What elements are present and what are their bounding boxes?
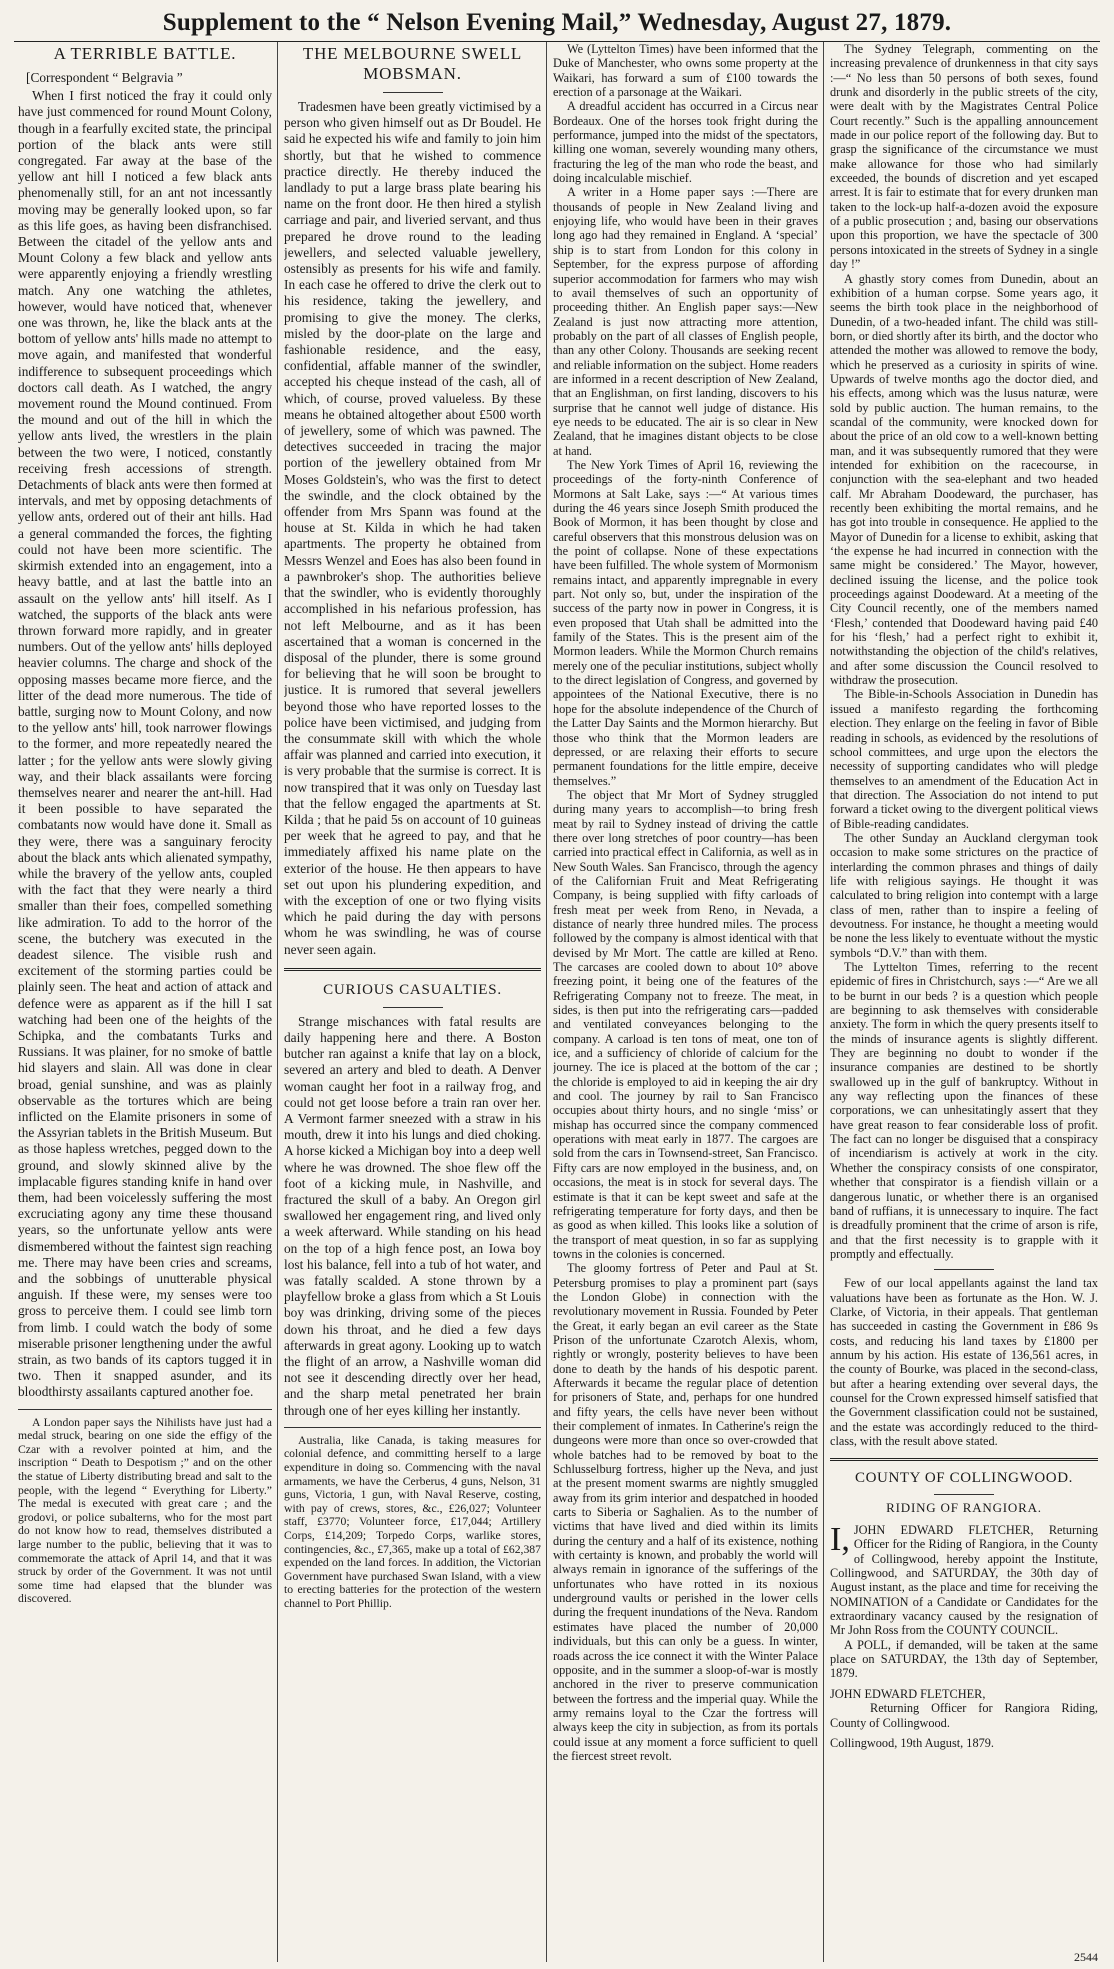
advert-body: A POLL, if demanded, will be taken at the same place on SATURDAY, the 13th day of September, 1879. bbox=[830, 1637, 1098, 1681]
advert-dropcap: I, bbox=[830, 1521, 850, 1559]
article-title-terrible-battle: A TERRIBLE BATTLE. bbox=[53, 44, 237, 63]
column-3 bbox=[553, 42, 818, 1962]
column-2 bbox=[284, 42, 541, 1962]
article-body: When I first noticed the fray it could only have just commenced for round Mount Colony, though in a fearfully excited state, the principal portion of the black ants were still congregated. Far away at the base of the yellow ant hill I noticed a few black ants phenomenally still, for an ant not incessantly moving may be generally looked upon, so far as this life goes, as having been disfranchised. Between the citadel of the yellow ants and Mount Colony a few black and yellow ants were apparently enjoying a friendly wrestling match. Any one watching the athletes, however, would have noticed that, whenever one was thrown, he, like the black ants at the bottom of yellow ants' hills made no attempt to move again, and manifested that wonderful indifference to subsequent proceedings which doctors call death. As I watched, the angry movement round the Mound continued. From the mound and out of the hill in which the yellow ants lived, the wrestlers in the plain between the two were, I noticed, constantly receiving fresh accessions of strength. Detachments of black ants were then formed at intervals, and met by opposing detachments of yellow ants, ordered out of their ant hills. Had a general commanded the forces, the fighting could not have been more scientific. The skirmish extended into an engagement, into a heavy battle, and at last the battle into an assault on the yellow ants' hill itself. As I watched, the supports of the black ants were thrown forward more rapidly, and in greater numbers. Out of the yellow ants' hills deployed heavier columns. The charge and shock of the opposing masses became more fierce, and the litter of the dead more numerous. The tide of battle, surging now to Mount Colony, and now to the yellow ants' hill, took narrower flowings to the former, and more repeatedly neared the latter ; for the yellow ants were slowly giving way, and their black assailants were forcing themselves nearer and nearer the ant-hill. Had it been possible to have separated the combatants now would have done it. Small as they were, there was a sanguinary ferocity about the black ants which alienated sympathy, while the bravery of the yellow ants, coupled with the fact that they were nearly a third smaller than their foes, compelled something like admiration. To add to the horror of the scene, the butchery was executed in the deadest silence. The visible rush and excitement of the storming parties could be plainly seen. The heat and action of attack and defence were as apparent as if the hill I sat watching had been one of the heights of the Schipka, and the combatants Turks and Russians. It was plainer, for no smoke of battle hid slayers and slain. All was done in clear broad, genial sunshine, and was as plainly observable as the tortures which are being inflicted on the Elamite prisoners in some of the Assyrian tablets in the British Museum. But as those hapless wretches, pegged down to the ground, and slowly skinned alive by the implacable figures standing knife in hand over them, had been voicelessly suffering the most excruciating agony any time these thousand years, so the unfortunate yellow ants were dismembered without the faintest sign reaching me. There may have been cries and screams, and the sobbings of unutterable physical anguish. If these were, my senses were too gross to perceive them. I could see limb torn from limb. I could watch the body of some miserable prisoner lengthening under the awful strain, as two bands of its captors tugged it in two. Then it snapped asunder, and its bloodthirsty assailants captured another foe. bbox=[18, 88, 272, 1400]
news-item: The gloomy fortress of Peter and Paul at St. Petersburg promises to play a prominent part (says the London Globe) in connection with the revolutionary movement in Russia. Founded by Peter the Great, it early began an evil career as the State Prison of the unfortunate Czarotch Alexis, whom, rightly or wrongly, posterity believes to have been done to death by the hands of his despotic parent. Afterwards it became the regular place of detention for prisoners of State, and, perhaps for one hundred and fifty years, the cells have never been without their complement of inmates. In Catherine's reign the dungeons were more than once so over-crowded that whole batches had to be removed by boat to the Schlusselburg fortress, higher up the Neva, and just at the present moment swarms are nightly smuggled away from its grim interior and despatched in hooded carts to Siberia or Saghalien. As to the number of victims that have lived and died within its limits during the century and a half of its existence, nothing with certainty is known, and probably the world will always remain in ignorance of the sufferings of the unfortunates who have rotted in its noxious underground vaults or perished in the lower cells during the frequent inundations of the Neva. Random estimates have placed the number of 20,000 individuals, but this can only be a guess. In winter, roads across the ice connect it with the Winter Palace opposite, and in the summer a sloop-of-war is mostly anchored in the river to preserve communication between the fortress and the imperial quay. While the army remains loyal to the Czar the fortress will always keep the city in subjection, as from its portals could issue at any moment a force sufficient to quell the fiercest street revolt. bbox=[553, 1261, 818, 1763]
news-item: The New York Times of April 16, reviewing the proceedings of the forty-ninth Conference of Mormons at Salt Lake, says :—“ At various times during the 46 years since Joseph Smith produced the Book of Mormon, it has been thought by close and careful observers that this monstrous delusion was on the point of collapse. None of these expectations have been fulfilled. The whole system of Mormonism remains intact, and apparently impregnable in every part. Not only so, but, under the inspiration of the success of the party now in power in Congress, it is even proposed that Utah shall be admitted into the family of the States. This is the present aim of the Mormon leaders. While the Mormon Church remains merely one of the peculiar institutions, subject wholly to the direct legislation of Congress, and governed by appointees of the National Executive, there is no hope for the absolute independence of the Church of the Latter Day Saints and the Mormon hierarchy. But those who think that the Mormon leaders are depressed, or are relaxing their efforts to secure permanent foundations for the little empire, deceive themselves.” bbox=[553, 457, 818, 788]
advert-signature-title: Returning Officer for Rangiora Riding, County of Collingwood. bbox=[830, 1701, 1098, 1730]
article-separator bbox=[284, 968, 541, 971]
column-divider bbox=[277, 42, 278, 1962]
news-item: The Lyttelton Times, referring to the recent epidemic of fires in Christchurch, says :—“ Are we all to be burnt in our beds ? is a question which people are beginning to ask themselves with considerable anxiety. The form in which the query presents itself to the minds of insurance agents is slightly different. They are beginning no doubt to wonder if the insurance companies are destined to be shortly swallowed up in the gulf of bankruptcy. Without in any way reflecting upon the finances of these corporations, we can unhesitatingly assert that they have great reason to fear considerable loss of profit. The fact can no longer be disguised that a conspiracy of incendiarism is actively at work in the city. Whether the conspiracy consists of one conspirator, whether that conspirator is a fiendish villain or a dangerous lunatic, or whether there is an organised band of ruffians, it is unnecessary to inquire. The fact is dreadfully prominent that the crime of arson is rife, and that the first necessity is to grapple with it promptly and effectually. bbox=[830, 960, 1098, 1261]
news-item: The Bible-in-Schools Association in Dunedin has issued a manifesto regarding the forthcoming election. They enlarge on the feeling in favor of Bible reading in schools, as evidenced by the resolutions of school committees, and urge upon the electors the necessity of supporting candidates who will pledge themselves to an amendment of the Education Act in that direction. The Association do not intend to put forward a ticket owing to the divergent political views of Bible-reading candidates. bbox=[830, 687, 1098, 831]
article-title-swell-mobsman: THE MELBOURNE SWELL MOBSMAN. bbox=[302, 44, 523, 83]
article-body-nihilists: A London paper says the Nihilists have just had a medal struck, bearing on one side the effigy of the Czar with a revolver pointed at him, and the inscription “ Death to Despotism ;” and on the other the statue of Liberty distributing bread and salt to the people, with the legend “ Everything for Liberty.” The medal is executed with great care ; and the grodovi, or police subalterns, who for the most part do not know how to read, themselves distributed a large number to the public, believing that it was to commemorate the attack of April 14, and that it was struck by order of the Government. It was not until some time had elapsed that the blunder was discovered. bbox=[18, 1415, 272, 1606]
news-item: The Sydney Telegraph, commenting on the increasing prevalence of drunkenness in that city says :—“ No less than 50 persons of both sexes, found drunk and disorderly in the public streets of the city, were dealt with by the Magistrates Central Police Court recently.” Such is the appalling announcement made in our police report of the following day. But to grasp the significance of the circumstance we must make allowance for those who had similarly exceeded, the bounds of discretion and yet escaped arrest. It is fair to estimate that for every drunken man taken to the lock-up half-a-dozen avoid the exposure of a public prosecution ; and, basing our observations upon this proportion, we have the spectacle of 300 persons intoxicated in the streets of Sydney in a single day !” bbox=[830, 42, 1098, 272]
advert-number: 2544 bbox=[1074, 1950, 1098, 1964]
news-item: A writer in a Home paper says :—There are thousands of people in New Zealand living and enjoying life, who would have been in their graves long ago had they remained in England. A ‘special’ ship is to start from London for this colony in September, for the express purpose of affording superior accommodation for farmers who may wish to avail themselves of such an opportunity of proceeding thither. An English paper says:—New Zealand is just now attracting more attention, probably on the part of all classes of English people, than any other Colony. Thousands are seeking recent and reliable information on the subject. Home readers are informed in a recent description of New Zealand, that an Englishman, on first landing, discovers to his surprise that he cannot well judge of distance. His eye needs to be educated. The air is so clear in New Zealand, that he imagines distant objects to be close at hand. bbox=[553, 185, 818, 458]
advert-rule bbox=[934, 1494, 994, 1495]
news-item: Few of our local appellants against the land tax valuations have been as fortunate as the Hon. W. J. Clarke, of Victoria, in their appeals. That gentleman has succeeded in casting the Government in £86 9s costs, and reducing his land taxes by £1800 per annum by his action. His estate of 136,561 acres, in the county of Bourke, was placed in the second-class, but after a hearing extending over several days, the counsel for the Crown expressed himself satisfied that the Government classification could not be sustained, and the estate was accordingly reduced to the third-class, with the result above stated. bbox=[830, 1276, 1098, 1448]
article-separator bbox=[284, 1427, 541, 1428]
article-body: Strange mischances with fatal results are daily happening here and there. A Boston butcher ran against a knife that lay on a block, severed an artery and bled to death. A Denver woman caught her foot in a railway frog, and could not get loose before a train ran over her. A Vermont farmer sneezed with a straw in his mouth, drew it into his lungs and died choking. A horse kicked a Michigan boy into a deep well where he was drowned. The shoe flew off the foot of a kicking mule, in Nashville, and fractured the skull of a baby. An Oregon girl swallowed her engagement ring, and lived only a week afterward. While standing on his head on the top of a high fence post, an Iowa boy lost his balance, fell into a tub of hot water, and was fatally scalded. A stone thrown by a playfellow broke a glass from which a St Louis boy was drinking, driving some of the pieces down his throat, and he died a few days afterwards in great agony. Looking up to watch the flight of an arrow, a Nashville woman did not see it descending directly over her head, and the sharp metal penetrated her brain through one of her eyes killing her instantly. bbox=[284, 1013, 541, 1418]
advert-heading: COUNTY OF COLLINGWOOD. bbox=[854, 1470, 1074, 1487]
news-item: We (Lyttelton Times) have been informed that the Duke of Manchester, who owns some property at the Waikari, has forward a sum of £100 towards the erection of a parsonage at the Waikari. bbox=[553, 42, 818, 100]
advert-separator bbox=[830, 1458, 1098, 1461]
column-divider bbox=[546, 42, 547, 1962]
column-4 bbox=[830, 42, 1098, 1962]
advert-signature-name: JOHN EDWARD FLETCHER, bbox=[830, 1686, 986, 1701]
advert-notice bbox=[830, 1523, 1098, 1750]
article-body-defence: Australia, like Canada, is taking measures for colonial defence, and committing herself to a large expenditure in doing so. Commencing with the naval armaments, we have the Cerberus, 4 guns, Nelson, 31 guns, Victoria, 1 gun, with Naval Reserve, costing, with pay of crews, stores, &c., £26,027; Volunteer staff, £3770; Volunteer force, £17,044; Artillery Corps, £14,209; Torpedo Corps, warlike stores, contingencies, &c., £7,365, make up a total of £62,387 expended on the land forces. In addition, the Victorian Government have purchased Swan Island, with a view to erecting batteries for the protection of the western channel to Port Phillip. bbox=[284, 1433, 541, 1610]
advert-subheading: RIDING OF RANGIORA. bbox=[886, 1499, 1042, 1515]
article-byline: [Correspondent “ Belgravia ” bbox=[26, 70, 183, 85]
masthead-title: Supplement to the “ Nelson Evening Mail,” Wednesday, August 27, 1879. bbox=[162, 9, 952, 36]
item-separator bbox=[934, 1269, 994, 1270]
article-body: Tradesmen have been greatly victimised by a person who given himself out as Dr Boudel. He said he expected his wife and family to join him shortly, but that he wished to commence practice directly. He thereby induced the landlady to put a large brass plate bearing his name on the front door. He then hired a stylish carriage and pair, and liveried servant, and thus prepared he drove round to the leading jewellers, and selected valuable jewellery, ostensibly as presents for his wife and family. In each case he offered to drive the clerk out to his residence, taking the jewellery, and promising to give the money. The clerks, misled by the door-plate on the large and fashionable residence, and the easy, confidential, affable manner of the swindler, accepted his cheque instead of the cash, all of which, of course, proved valueless. By these means he obtained altogether about £500 worth of jewellery, some of which was pawned. The detectives succeeded in tracing the major portion of the jewellery obtained from Mr Moses Goldstein's, who was the first to detect the swindle, and the clock obtained by the offender from Mrs Spann was found at the house at St. Kilda in which he had taken apartments. The property he obtained from Messrs Wenzel and Eoes has also been found in a pawnbroker's shop. The authorities believe that the swindler, who is evidently thoroughly accomplished in his nefarious profession, has not left Melbourne, and as it has been ascertained that a woman is concerned in the disposal of the plunder, there is some ground for believing that he will soon be brought to justice. It is rumored that several jewellers beyond those who have reported losses to the police have been victimised, and judging from the consummate skill with which the whole affair was planned and carried into execution, it is very probable that the surmise is correct. It is now transpired that it was only on Tuesday last that the fellow engaged the apartments at St. Kilda ; that he paid 5s on account of 10 guineas per week that he agreed to pay, and that he immediately affixed his name plate on the exterior of the house. He then appears to have set out upon his plundering expedition, and with the exception of one or two flying visits which he paid during the day with persons whom he was swindling, he was of course never seen again. bbox=[284, 99, 541, 957]
news-item: The object that Mr Mort of Sydney struggled during many years to accomplish—to bring fresh meat by rail to Sydney instead of driving the cattle there over long stretches of poor country—has been carried into practical effect in California, as well as in New South Wales. San Francisco, through the agency of the Californian Fruit and Meat Refrigerating Company, is being supplied with fifty carloads of fresh meat per week from Reno, in Nevada, a distance of nearly three hundred miles. The process followed by the company is almost identical with that devised by Mr Mort. The cattle are killed at Reno. The carcases are cooled down to about 10° above freezing point, it being one of the features of the Refrigerating Company not to freeze. The meat, in sides, is then put into the refrigerating cars—padded and ventilated conveyances belonging to the company. A carload is ten tons of meat, one ton of ice, and a sufficiency of chloride of calcium for the journey. The ice is placed at the bottom of the car ; the chloride is employed to aid in keeping the air dry and cool. The journey by rail to San Francisco occupies about thirty hours, and no single ‘miss’ or mishap has occurred since the company commenced operations with meat early in 1877. The cargoes are sold from the cars in Townsend-street, San Francisco. Fifty cars are now employed in the business, and, on occasions, the meat is in stock for several days. The estimate is that it can be kept sweet and safe at the refrigerating temperature for forty days, and then be as good as when killed. This looks like a solution of the transport of meat question, in so far as supplying towns in the colonies is concerned. bbox=[553, 787, 818, 1261]
article-title-curious-casualties: CURIOUS CASUALTIES. bbox=[323, 981, 502, 998]
advert-date: Collingwood, 19th August, 1879. bbox=[830, 1735, 994, 1750]
news-item: A ghastly story comes from Dunedin, about an exhibition of a human corpse. Some years ago, it seems the birth took place in the neighborhood of Dunedin, of a two-headed infant. The child was still-born, or died shortly after its birth, and the doctor who attended the mother was allowed to remove the body, which he preserved as a curiosity in spirits of wine. Upwards of twelve months ago the doctor died, and his effects, among which was the lusus naturæ, were sold by public auction. The human remains, to the scandal of the community, were knocked down for about the price of an old cow to a well-known betting man, and it was subsequently rumored that they were intended for exhibition on the racecourse, in conjunction with the sea-elephant and two headed calf. Mr Abraham Doodeward, the purchaser, has recently been exhibiting the mortal remains, and he has got into trouble in consequence. He applied to the Mayor of Dunedin for a license to exhibit, asking that ‘the expense he had incurred in connection with the same might be considered.’ The Mayor, however, declined issuing the license, and the police took proceedings against Doodeward. At a meeting of the City Council recently, one of the members named ‘Flesh,’ contended that Doodeward having paid £40 for his ‘flesh,’ had a perfect right to exhibit it, notwithstanding the objection of the child's relatives, and after some discussion the Council resolved to withdraw the prosecution. bbox=[830, 271, 1098, 688]
advert-body: JOHN EDWARD FLETCHER, Returning Officer for the Riding of Rangiora, in the County of Collingwood, hereby appoint the Institute, Collingwood, and SATURDAY, the 30th day of August instant, as the place and time for receiving the NOMINATION of a Candidate or Candidates for the extraordinary vacancy caused by the resignation of Mr John Ross from the COUNTY COUNCIL. bbox=[830, 1523, 1098, 1638]
title-separator bbox=[383, 1007, 443, 1008]
news-item: The other Sunday an Auckland clergyman took occasion to make some strictures on the practice of interlarding the common phrases and things of daily life with religious sayings. He thought it was calculated to bring religion into contempt with a large class of men, rather than to inspire a feeling of devoutness. For instance, he thought a meeting would be none the less likely to eventuate without the mystic symbols “D.V.” than with them. bbox=[830, 830, 1098, 960]
column-divider bbox=[823, 42, 824, 1962]
column-1 bbox=[18, 42, 272, 1962]
news-item: A dreadful accident has occurred in a Circus near Bordeaux. One of the horses took fright during the performance, jumped into the midst of the spectators, killing one woman, severely wounding many others, fracturing the leg of the man who rode the beast, and doing incalculable mischief. bbox=[553, 99, 818, 186]
article-separator bbox=[18, 1409, 272, 1410]
title-separator bbox=[383, 92, 443, 93]
